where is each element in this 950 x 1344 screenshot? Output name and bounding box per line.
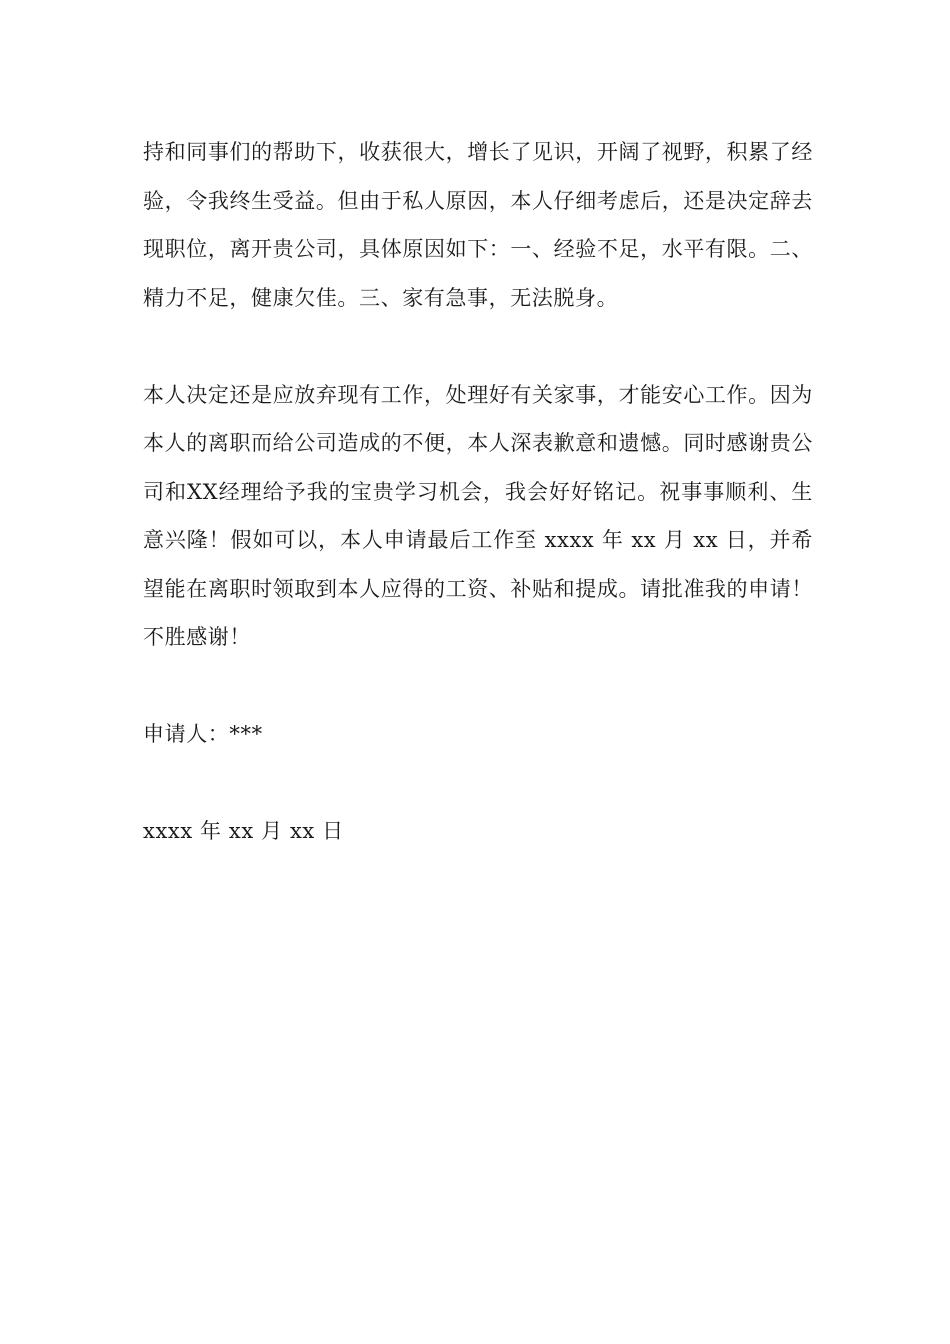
- paragraph-spacer: [143, 322, 813, 371]
- paragraph-request: 本人决定还是应放弃现有工作，处理好有关家事，才能安心工作。因为本人的离职而给公司造成的不便，本人深表歉意和遗憾。同时感谢贵公司和XX经理给予我的宝贵学习机会，我会好好铭记。祝事事顺利、生意兴隆！假如可以，本人申请最后工作至 xxxx 年 xx 月 xx 日，并希望能在离职时领取到本人应得的工资、补贴和提成。请批准我的申请！不胜感谢！: [143, 382, 813, 649]
- paragraph-reasons: 持和同事们的帮助下，收获很大，增长了见识，开阔了视野，积累了经验，令我终生受益。但由于私人原因，本人仔细考虑后，还是决定辞去现职位，离开贵公司，具体原因如下：一、经验不足，水平有限。二、精力不足，健康欠佳。三、家有急事，无法脱身。: [143, 140, 813, 310]
- paragraph-spacer: [143, 759, 813, 808]
- applicant-signature: 申请人：***: [143, 722, 263, 746]
- paragraph-spacer: [143, 662, 813, 711]
- letter-date: xxxx 年 xx 月 xx 日: [143, 819, 344, 843]
- letter-body: [143, 128, 813, 856]
